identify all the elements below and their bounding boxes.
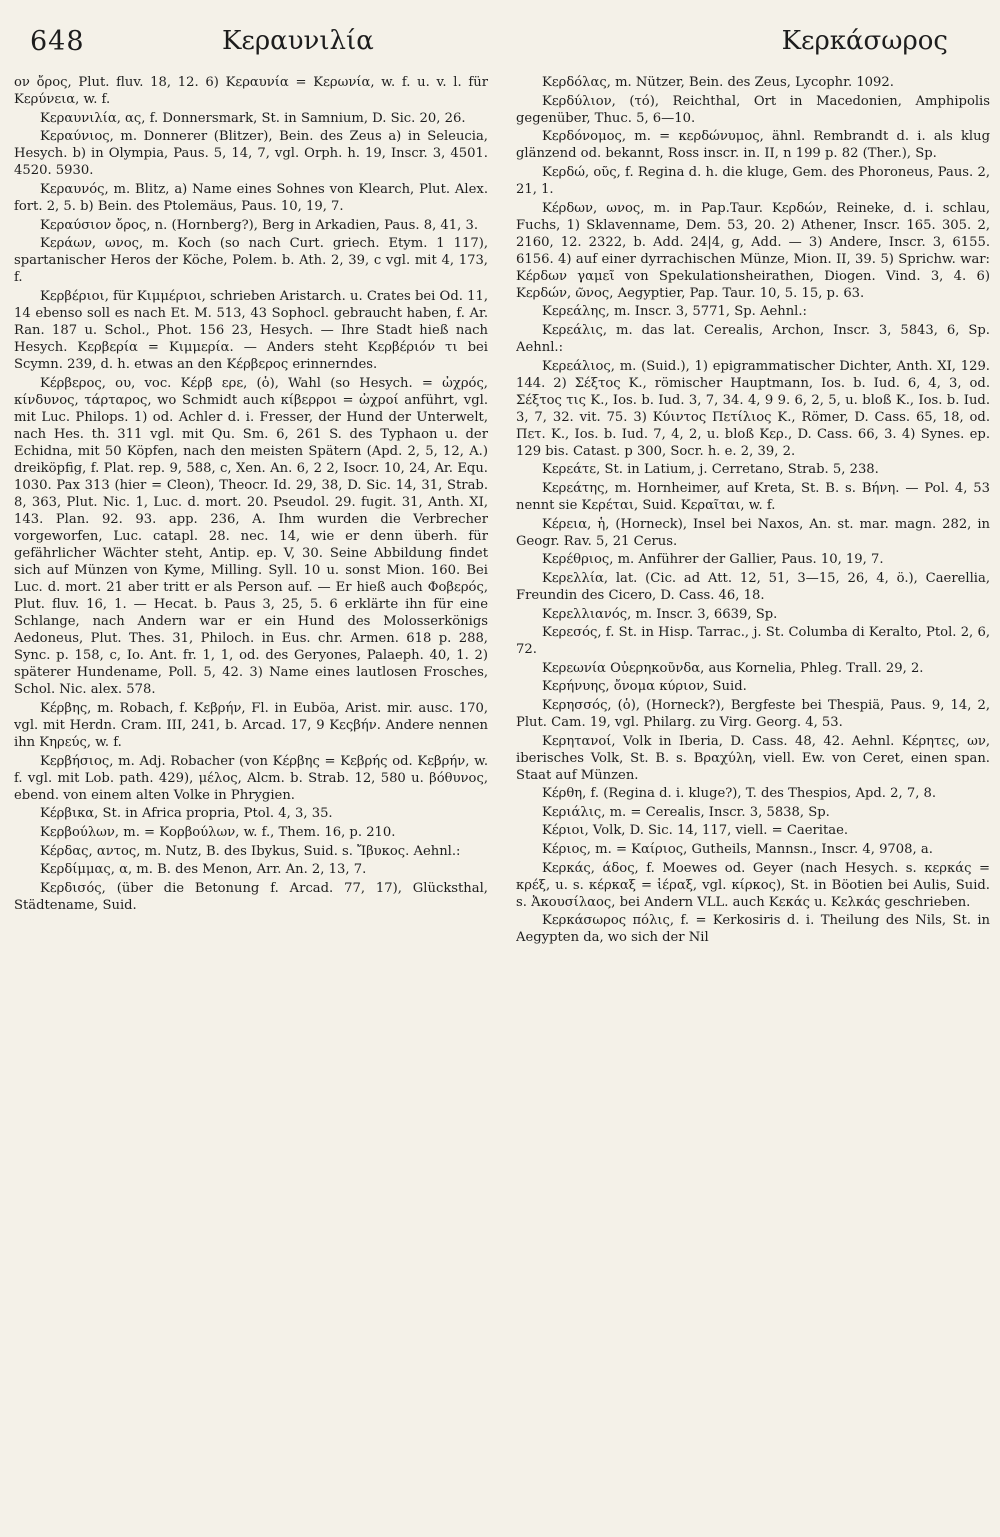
dictionary-entry: Κερέθριος, m. Anführer der Gallier, Paus. 10, 19, 7. — [542, 552, 884, 568]
dictionary-entry: Κερβούλων, m. = Κορβούλων, w. f., Them. 16, p. 210. — [40, 825, 396, 841]
dictionary-entry: Κερησσός, (ὁ), (Horneck?), Bergfeste bei Thespiä, Paus. 9, 14, 2, Plut. Cam. 19, vgl. Philarg. zu Virg. Georg. 4, 53. — [516, 697, 990, 730]
dictionary-entry: Κέρδας, αντος, m. Nutz, B. des Ibykus, Suid. s. Ἴβυκος. Aehnl.: — [40, 843, 461, 859]
dictionary-entry: Κερεσός, f. St. in Hisp. Tarrac., j. St. Columba di Keralto, Ptol. 2, 6, 72. — [516, 625, 990, 658]
dictionary-entry: Κεράων, ωνος, m. Koch (so nach Curt. griech. Etym. 1 117), spartanischer Heros der Köche, Polem. b. Ath. 2, 39, c vgl. mit 4, 173, f. — [14, 236, 488, 286]
dictionary-entry: Κερελλία, lat. (Cic. ad Att. 12, 51, 3—15, 26, 4, ö.), Caerellia, Freundin des Cicero, D. Cass. 46, 18. — [516, 570, 990, 603]
dictionary-entry: Κερεωνία Οὐερηκοῦνδα, aus Kornelia, Phleg. Trall. 29, 2. — [542, 660, 924, 676]
dictionary-entry: Κερεάτε, St. in Latium, j. Cerretano, Strab. 5, 238. — [542, 462, 879, 478]
dictionary-entry: Κερήνυης, ὄνομα κύριον, Suid. — [542, 679, 747, 695]
dictionary-entry: Κέρεια, ἡ, (Horneck), Insel bei Naxos, An. st. mar. magn. 282, in Geogr. Rav. 5, 21 Cerus. — [516, 516, 990, 549]
dictionary-entry: Κέρθη, f. (Regina d. i. kluge?), T. des Thespios, Apd. 2, 7, 8. — [542, 786, 937, 802]
dictionary-entry: Κέριοι, Volk, D. Sic. 14, 117, viell. = Caeritae. — [542, 823, 849, 839]
dictionary-entry: Κερδισός, (über die Betonung f. Arcad. 77, 17), Glücksthal, Städtename, Suid. — [14, 880, 488, 913]
page-number: 648 — [30, 26, 85, 57]
dictionary-entry: Κερεάλιος, m. (Suid.), 1) epigrammatischer Dichter, Anth. XI, 129. 144. 2) Σέξτος Κ., römischer Hauptmann, Ios. b. Iud. 6, 4, 3, od. Σέξτος τις Κ., Ios. b. Iud. 3, 7, 34. 4, 9 9. 6, 2, 5, u. bloß K., Ios. b. Iud. 3, 7, 32. vit. 75. 3) Κύιντος Πετίλιος Κ., Römer, D. Cass. 65, 18, od. Πετ. Κ., Ios. b. Iud. 7, 4, 2, u. bloß Κερ., D. Cass. 66, 3. 4) Synes. ep. 129 bis. Catast. p 300, Socr. h. e. 2, 39, 2. — [516, 358, 990, 459]
dictionary-entry: Κέρδων, ωνος, m. in Pap.Taur. Κερδών, Reineke, d. i. schlau, Fuchs, 1) Sklavenname, Dem. 53, 20. 2) Athener, Inscr. 165. 305. 2, 2160, 12. 2322, b. Add. 24|4, g, Add. — 3) Andere, Inscr. 3, 6155. 6156. 4) auf einer dyrrachischen Münze, Mion. II, 39. 5) Sprichw. war: Κέρδων γαμεῖ von Spekulationsheirathen, Diogen. Vind. 3, 4. 6) Κερδών, ῶνος, Aegyptier, Pap. Taur. 10, 5. 15, p. 63. — [516, 200, 990, 301]
dictionary-entry: Κεραυνιλία, ας, f. Donnersmark, St. in Samnium, D. Sic. 20, 26. — [40, 110, 466, 126]
right-column — [516, 74, 990, 1529]
dictionary-entry: Κέρβης, m. Robach, f. Κεβρήν, Fl. in Euböa, Arist. mir. ausc. 170, vgl. mit Herdn. Cram. III, 241, b. Arcad. 17, 9 Κεςβήν. Andere nennen ihn Κηρεύς, w. f. — [14, 701, 488, 751]
dictionary-entry: Κεραύσιον ὄρος, n. (Hornberg?), Berg in Arkadien, Paus. 8, 41, 3. — [40, 217, 479, 233]
dictionary-entry: Κερκάς, άδος, f. Moewes od. Geyer (nach Hesych. s. κερκάς = κρέξ, u. s. κέρκαξ = ἱέραξ, vgl. κίρκος), St. in Böotien bei Aulis, Suid. s. Ἀκουσίλαος, bei Andern VLL. auch Κεκάς u. Κελκάς geschrieben. — [516, 860, 990, 910]
dictionary-entry: Κερεάτης, m. Hornheimer, auf Kreta, St. B. s. Βήνη. — Pol. 4, 53 nennt sie Κερέται, Suid. Κεραῖται, w. f. — [516, 481, 990, 514]
dictionary-entry: Κερεάλις, m. das lat. Cerealis, Archon, Inscr. 3, 5843, 6, Sp. Aehnl.: — [516, 322, 990, 355]
dictionary-entry: Κέριος, m. = Καίριος, Gutheils, Mannsn., Inscr. 4, 9708, a. — [542, 842, 933, 858]
page-header — [22, 24, 978, 68]
dictionary-entry: ον ὄρος, Plut. fluv. 18, 12. 6) Κεραυνία = Κερωνία, w. f. u. v. l. für Κερύνεια, w. f. — [14, 75, 488, 108]
dictionary-entry: Κέρβικα, St. in Africa propria, Ptol. 4, 3, 35. — [40, 806, 333, 822]
dictionary-entry: Κερδόνομος, m. = κερδώνυμος, ähnl. Rembrandt d. i. als klug glänzend od. bekannt, Ross inscr. in. II, n 199 p. 82 (Ther.), Sp. — [516, 129, 990, 162]
dictionary-entry: Κερβήσιος, m. Adj. Robacher (von Κέρβης = Κεβρής od. Κεβρήν, w. f. vgl. mit Lob. path. 429), μέλος, Alcm. b. Strab. 12, 580 u. βόθυνος, ebend. von einem alten Volke in Phrygien. — [14, 753, 488, 803]
dictionary-entry: Κερδίμμας, α, m. B. des Menon, Arr. An. 2, 13, 7. — [40, 862, 367, 878]
dictionary-entry: Κερκάσωρος πόλις, f. = Kerkosiris d. i. Theilung des Nils, St. in Aegypten da, wo sich der Nil — [516, 913, 990, 946]
dictionary-entry: Κερδώ, οῦς, f. Regina d. h. die kluge, Gem. des Phoroneus, Paus. 2, 21, 1. — [516, 164, 990, 197]
dictionary-entry: Κερητανοί, Volk in Iberia, D. Cass. 48, 42. Aehnl. Κέρητες, ων, iberisches Volk, St. B. s. Βραχύλη, viell. Ew. von Ceret, einen span. Staat auf Münzen. — [516, 733, 990, 783]
dictionary-entry: Κερδόλας, m. Nützer, Bein. des Zeus, Lycophr. 1092. — [542, 75, 894, 90]
guide-word-left: Κεραυνιλία — [222, 26, 374, 56]
dictionary-entry: Κεραύνιος, m. Donnerer (Blitzer), Bein. des Zeus a) in Seleucia, Hesych. b) in Olympia, Paus. 5, 14, 7, vgl. Orph. h. 19, Inscr. 3, 4501. 4520. 5930. — [14, 129, 488, 179]
left-column — [14, 74, 488, 1529]
dictionary-entry: Κερελλιανός, m. Inscr. 3, 6639, Sp. — [542, 606, 778, 622]
dictionary-entry: Κερδύλιον, (τό), Reichthal, Ort in Macedonien, Amphipolis gegenüber, Thuc. 5, 6—10. — [516, 93, 990, 126]
dictionary-entry: Κέρβερος, ου, voc. Κέρβ ερε, (ὁ), Wahl (so Hesych. = ὠχρός, κίνδυνος, τάρταρος, wo Schmidt auch κίβερροι = ὠχροί anführt, vgl. mit Luc. Philops. 1) od. Achler d. i. Fresser, der Hund der Unterwelt, nach Hes. th. 311 vgl. mit Qu. Sm. 6, 261 S. des Typhaon u. der Echidna, mit 50 Köpfen, nach den meisten Spätern (Apd. 2, 5, 12, A.) dreiköpfig, f. Plat. rep. 9, 588, c, Xen. An. 6, 2 2, Isocr. 10, 24, Ar. Equ. 1030. Pax 313 (hier = Cleon), Theocr. Id. 29, 38, D. Sic. 14, 31, Strab. 8, 363, Plut. Nic. 1, Luc. d. mort. 20. Pseudol. 29. fugit. 31, Anth. XI, 143. Plan. 92. 93. app. 236, A. Ihm wurden die Verbrecher vorgeworfen, Luc. catapl. 28. nec. 14, wie er denn überh. für gefährlicher Wächter steht, Antip. ep. V, 30. Seine Abbildung findet sich auf Münzen von Kyme, Milling. Syll. 10 u. sonst Mion. 160. Bei Luc. d. mort. 21 aber tritt er als Person auf. — Er hieß auch Φοβερός, Plut. fluv. 16, 1. — Hecat. b. Paus 3, 25, 5. 6 erklärte ihn für eine Schlange, nach Andern war er ein Hund des Molosserkönigs Aedoneus, Plut. Thes. 31, Philoch. in Eus. chr. Armen. 618 p. 288, Sync. p. 158, c, Io. Ant. fr. 1, 1, od. des Geryones, Palaeph. 40, 1. 2) späterer Hundename, Poll. 5, 42. 3) Name eines lautlosen Frosches, Schol. Nic. alex. 578. — [14, 375, 488, 698]
dictionary-entry: Κεριάλις, m. = Cerealis, Inscr. 3, 5838, Sp. — [542, 804, 830, 820]
dictionary-entry: Κερβέριοι, für Κιμμέριοι, schrieben Aristarch. u. Crates bei Od. 11, 14 ebenso soll es nach Et. M. 513, 43 Sophocl. gebraucht haben, f. Ar. Ran. 187 u. Schol., Phot. 156 23, Hesych. — Ihre Stadt hieß nach Hesych. Κερβερία = Κιμμερία. — Anders steht Κερβέριόν τι bei Scymn. 239, d. h. etwas an den Κέρβερος erinnerndes. — [14, 288, 488, 373]
dictionary-entry: Κερεάλης, m. Inscr. 3, 5771, Sp. Aehnl.: — [542, 304, 807, 320]
guide-word-right: Κερκάσωρος — [781, 26, 948, 56]
text-columns — [14, 74, 990, 1529]
dictionary-entry: Κεραυνός, m. Blitz, a) Name eines Sohnes von Klearch, Plut. Alex. fort. 2, 5. b) Bein. des Ptolemäus, Paus. 10, 19, 7. — [14, 181, 488, 214]
